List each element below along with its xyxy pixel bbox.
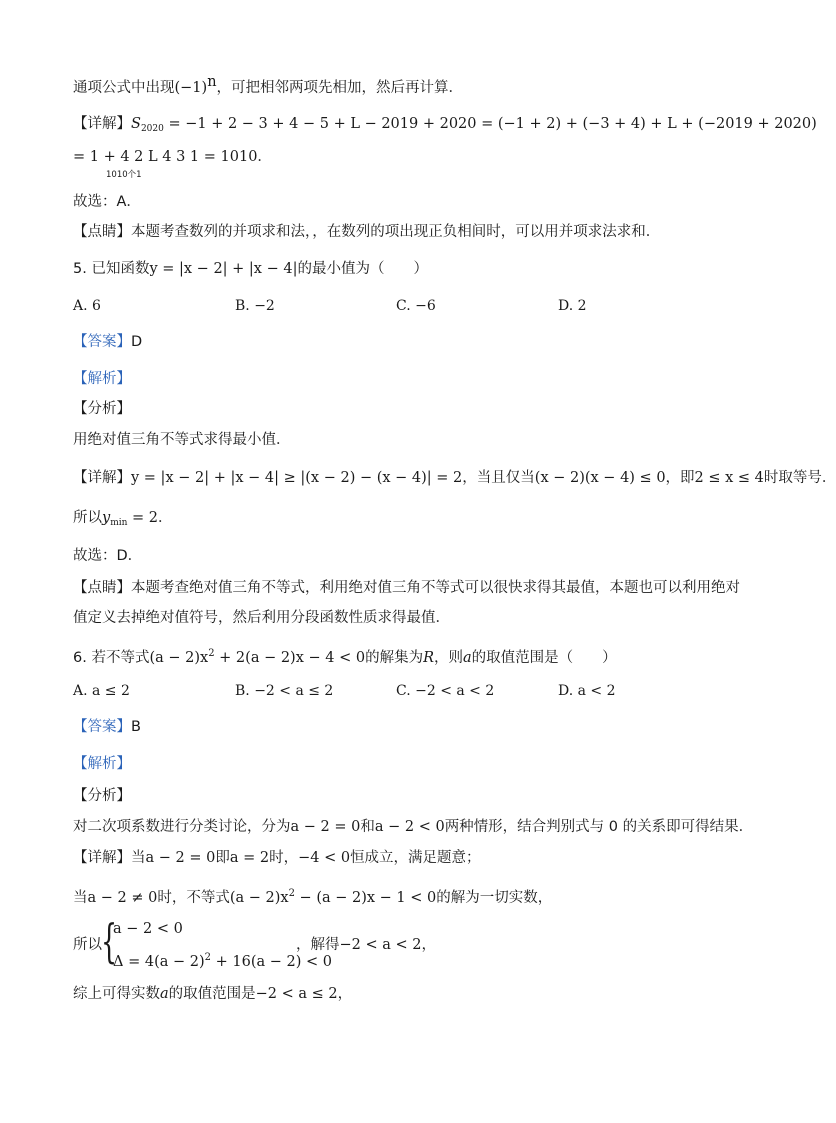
formula: −2 < a ≤ 2 <box>255 986 338 1002</box>
q6-option-a: A. a ≤ 2 <box>73 683 130 699</box>
q5-option-d: D. 2 <box>558 298 587 314</box>
q6-case2: 当a − 2 ≠ 0时，不等式$(a - 2)x^2 - (a - 2)x - 1 < 0$的解为一切实数， <box>73 888 553 906</box>
system-line-1: a − 2 < 0 <box>113 921 183 937</box>
q5-analysis-tag: 【解析】 <box>73 371 131 387</box>
q4-comment: 【点睛】本题考查数列的并项求和法，，在数列的项出现正负相间时，可以用并项求法求和． <box>73 224 661 240</box>
answer-tag: 【答案】 <box>73 719 131 735</box>
formula: = 1 + 4 2 L 4 3 1 = 1010 <box>73 149 258 165</box>
q5-option-a: A. 6 <box>73 298 101 314</box>
underbrace-label: 1010个1 <box>106 170 142 180</box>
formula: a = 2 <box>229 850 270 866</box>
q6-option-b: B. −2 < a ≤ 2 <box>235 683 334 699</box>
intro-line: 通项公式中出现$(-1)^n$，可把相邻两项先相加，然后再计算． <box>73 74 464 96</box>
q6-stem: 6. 若不等式$(a - 2)x^2 + 2(a - 2)x - 4 < 0$的解集为R，则a的取值范围是（ ） <box>73 648 617 666</box>
q5-fenxi-tag: 【分析】 <box>73 401 131 417</box>
formula: a − 2 = 0 <box>290 819 361 835</box>
q5-stem: 5. 已知函数y = |x − 2| + |x − 4|的最小值为（ ） <box>73 261 428 277</box>
q6-final: 综上可得实数a的取值范围是−2 < a ≤ 2， <box>73 986 353 1002</box>
formula: $(a - 2)x^2 - (a - 2)x - 1 < 0$ <box>229 888 437 906</box>
detail-tag: 【详解】 <box>73 116 131 132</box>
formula: $(-1)^n$ <box>174 74 217 96</box>
q6-so-prefix: 所以 <box>73 937 102 953</box>
formula: $S_{2020} = -1 + 2 - 3 + 4 - 5 + L - 2019 + 2020 = (-1 + 2) + (-3 + 4) + L + (-2019 + 2020)$ <box>131 116 817 134</box>
q5-comment: 【点睛】本题考查绝对值三角不等式，利用绝对值三角不等式可以很快求得其最值，本题也可以利用绝对 <box>73 580 740 596</box>
formula: (x − 2)(x − 4) ≤ 0 <box>534 470 666 486</box>
brace: { <box>101 914 118 968</box>
formula: −4 < 0 <box>298 850 351 866</box>
q4-choice: 故选：A． <box>73 194 141 210</box>
q6-fenxi: 对二次项系数进行分类讨论，分为a − 2 = 0和a − 2 < 0两种情形，结合判别式与 0 的关系即可得结果． <box>73 819 754 835</box>
q5-choice: 故选：D． <box>73 548 143 564</box>
q4-detail-line <box>73 114 817 139</box>
answer-tag: 【答案】 <box>73 334 131 350</box>
q5-option-b: B. −2 <box>235 298 275 314</box>
q6-answer: 【答案】B <box>73 719 141 735</box>
q5-fenxi: 用绝对值三角不等式求得最小值． <box>73 432 291 448</box>
q6-option-c: C. −2 < a < 2 <box>396 683 495 699</box>
q6-fenxi-tag: 【分析】 <box>73 788 131 804</box>
system-result: ，解得−2 < a < 2， <box>296 937 436 953</box>
formula: y = |x − 2| + |x − 4| ≥ |(x − 2) − (x − 4)| = 2 <box>131 470 463 486</box>
q5-detail: 【详解】y = |x − 2| + |x − 4| ≥ |(x − 2) − (x − 4)| = 2，当且仅当(x − 2)(x − 4) ≤ 0，即2 ≤ x ≤ 4时取等号． <box>73 470 836 486</box>
formula: a − 2 < 0 <box>374 819 445 835</box>
q6-detail: 【详解】当a − 2 = 0即a = 2时，−4 < 0恒成立，满足题意； <box>73 850 481 866</box>
q5-comment-cont: 值定义去掉绝对值符号，然后利用分段函数性质求得最值． <box>73 610 450 626</box>
q5-so: 所以$y_{min} = 2$． <box>73 510 173 528</box>
q6-analysis-tag: 【解析】 <box>73 756 131 772</box>
q4-detail-line2: = 1 + 4 2 L 4 3 1 = 1010． <box>73 149 272 165</box>
formula: y = |x − 2| + |x − 4| <box>149 261 298 277</box>
q6-option-d: D. a < 2 <box>558 683 616 699</box>
system-line-2: $\Delta = 4(a - 2)^2 + 16(a - 2) < 0$ <box>113 952 332 970</box>
formula: −2 < a < 2 <box>339 937 422 953</box>
formula: $(a - 2)x^2 + 2(a - 2)x - 4 < 0$ <box>149 648 366 666</box>
formula: a − 2 ≠ 0 <box>87 890 158 906</box>
q5-answer: 【答案】D <box>73 334 143 350</box>
formula: a − 2 = 0 <box>145 850 216 866</box>
formula: $y_{min} = 2$ <box>102 510 159 528</box>
formula: 2 ≤ x ≤ 4 <box>694 470 764 486</box>
q5-option-c: C. −6 <box>396 298 436 314</box>
